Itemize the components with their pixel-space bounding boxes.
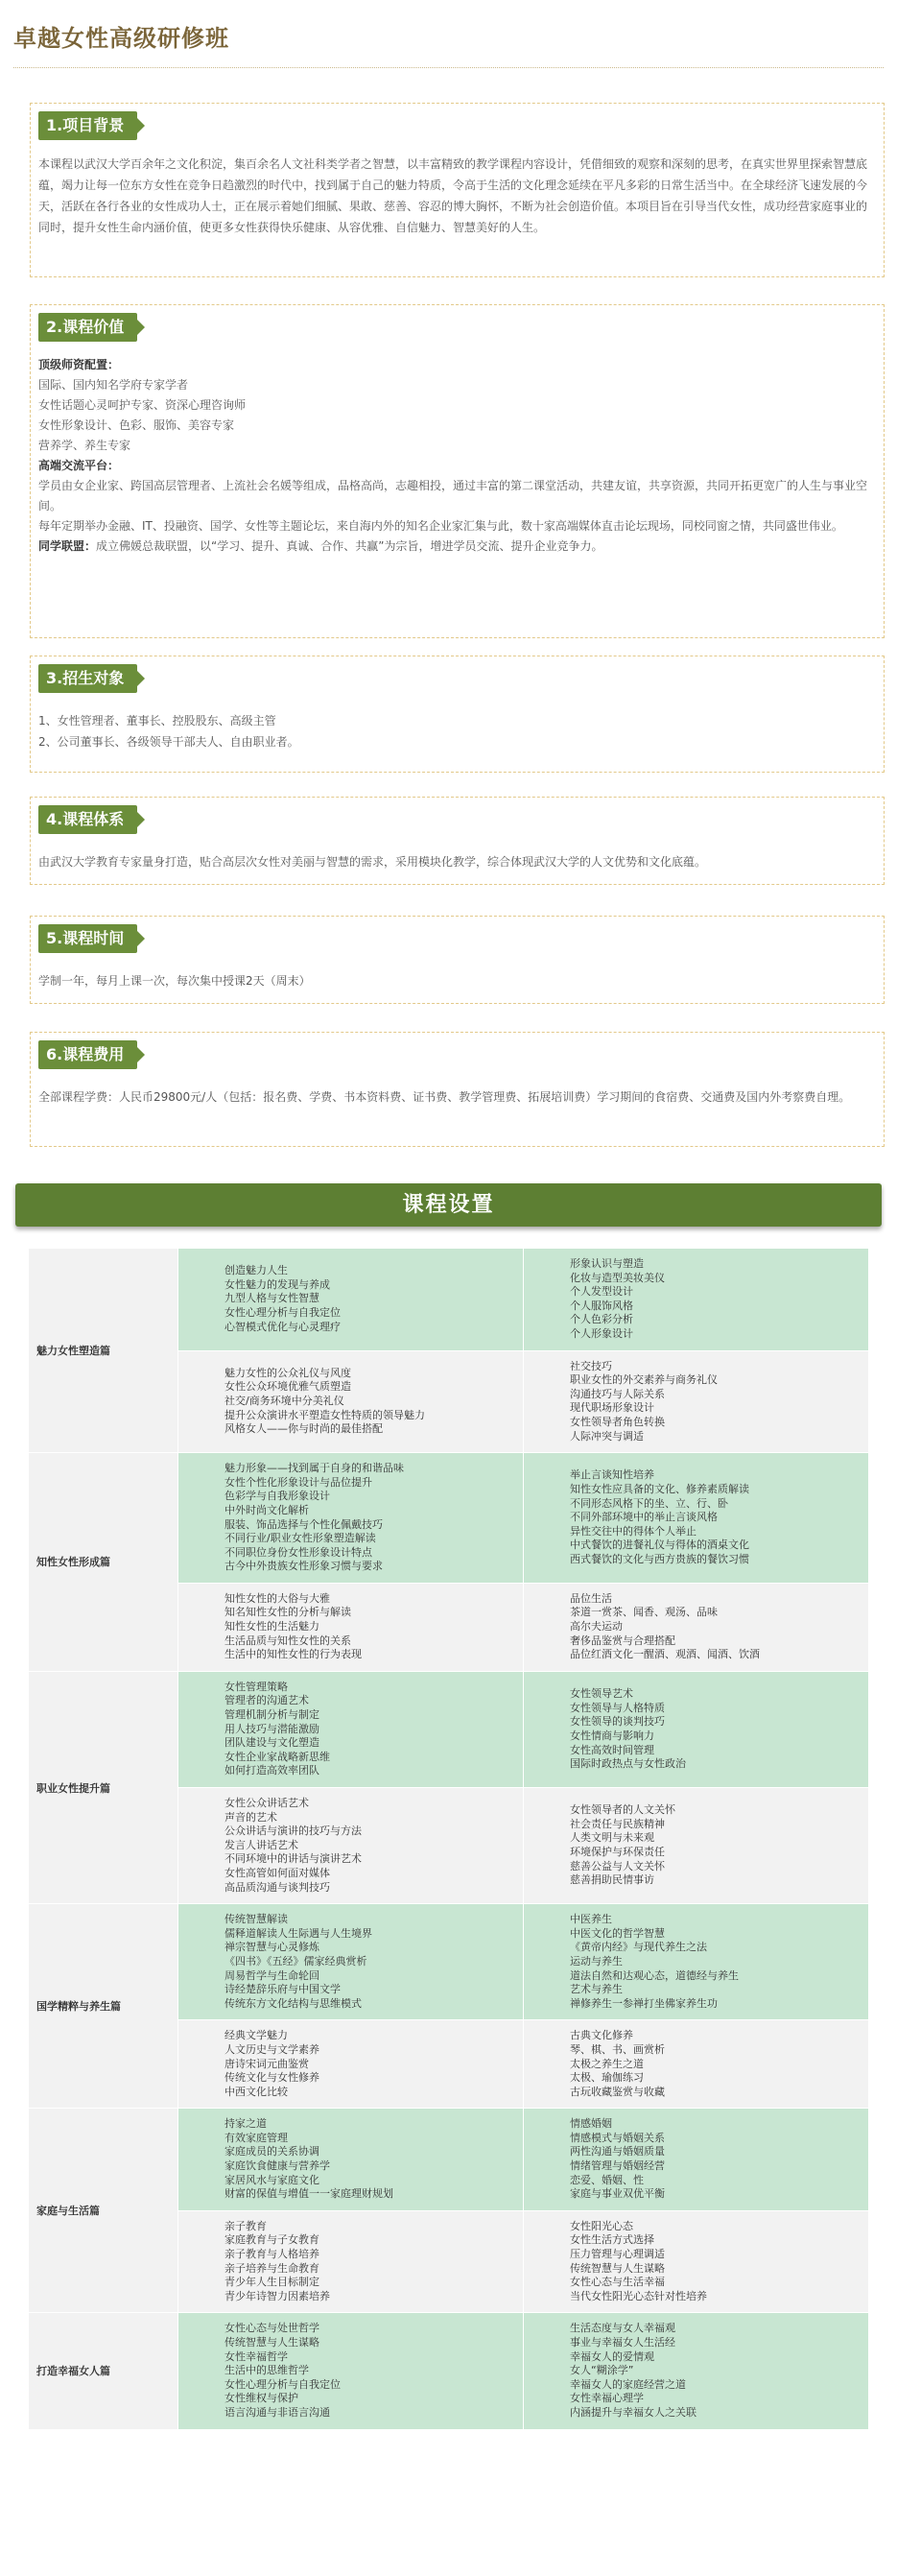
- course-item: 中西文化比较: [224, 2085, 288, 2098]
- course-row: [29, 1904, 869, 2020]
- course-cell-right: [524, 1350, 869, 1453]
- course-item: 提升公众演讲水平塑造女性特质的领导魅力: [224, 1408, 425, 1421]
- course-item: 人文历史与文学素养: [224, 2042, 319, 2056]
- value-line: [38, 537, 872, 557]
- course-item: 服装、饰品选择与个性化佩戴技巧: [224, 1517, 383, 1531]
- value-text: 成立佛媛总裁联盟，以“学习、提升、真诚、合作、共赢”为宗旨，增进学员交流、提升企业竞争力。: [96, 539, 603, 553]
- section-audience: [30, 656, 885, 773]
- system-text: 由武汉大学教育专家量身打造，贴合高层次女性对美丽与智慧的需求，采用模块化教学，综合体现武汉大学的人文优势和文化底蕴。: [38, 855, 707, 869]
- course-item: 情感模式与婚姻关系: [570, 2131, 665, 2144]
- audience-line: 2、公司董事长、各级领导干部夫人、自由职业者。: [38, 735, 299, 749]
- course-item: 青少年人生目标制定: [224, 2276, 319, 2289]
- course-category: 知性女性形成篇: [29, 1453, 178, 1672]
- course-item: 女性领导者角色转换: [570, 1415, 665, 1428]
- course-item: 家庭与事业双优平衡: [570, 2187, 665, 2201]
- course-cell-left: [178, 2210, 524, 2313]
- section-background: [30, 103, 885, 277]
- course-item: 周易哲学与生命轮回: [224, 1968, 319, 1982]
- course-cell-right: [524, 2109, 869, 2211]
- course-item: 个人发型设计: [570, 1285, 633, 1299]
- course-item: 两性沟通与婚姻质量: [570, 2145, 665, 2159]
- course-item: 西式餐饮的文化与西方贵族的餐饮习惯: [570, 1552, 749, 1565]
- course-item: 《黄帝内经》与现代养生之法: [570, 1941, 707, 1954]
- course-item: 奢侈品鉴赏与合理搭配: [570, 1634, 675, 1647]
- course-item: 传统智慧解读: [224, 1913, 288, 1926]
- value-line: [38, 476, 872, 516]
- course-item: 个人色彩分析: [570, 1313, 633, 1326]
- course-settings-heading: 课程设置: [15, 1183, 882, 1227]
- course-item: 女性管理策略: [224, 1680, 288, 1693]
- course-cell-left: [178, 1249, 524, 1351]
- value-line: [38, 456, 872, 476]
- course-item: 创造魅力人生: [224, 1264, 288, 1277]
- course-item: 管理机制分析与制定: [224, 1708, 319, 1722]
- fee-text: 全部课程学费：人民币29800元/人（包括：报名费、学费、书本资料费、证书费、教学管理费、拓展培训费）学习期间的食宿费、交通费及国内外考察费自理。: [38, 1090, 851, 1104]
- value-label: 同学联盟：: [38, 539, 97, 553]
- value-text: 国际、国内知名学府专家学者: [38, 378, 189, 392]
- course-item: 女性个性化形象设计与品位提升: [224, 1475, 372, 1489]
- course-item: 女性高效时间管理: [570, 1743, 654, 1756]
- course-item: 传统智慧与人生谋略: [570, 2261, 665, 2275]
- course-item: 幸福女人的爱情观: [570, 2349, 654, 2363]
- course-item: 现代职场形象设计: [570, 1401, 654, 1415]
- course-item: 不同环境中的讲话与演讲艺术: [224, 1852, 362, 1866]
- course-item: 风格女人——你与时尚的最佳搭配: [224, 1422, 383, 1436]
- course-item: 女性生活方式选择: [570, 2233, 654, 2247]
- section-value: [30, 304, 885, 638]
- course-item: 管理者的沟通艺术: [224, 1694, 309, 1707]
- section-heading: 6.课程费用: [38, 1040, 137, 1069]
- course-item: 职业女性的外交素养与商务礼仪: [570, 1373, 718, 1387]
- course-cell-left: [178, 1583, 524, 1671]
- course-item: 女性心理分析与自我定位: [224, 1306, 341, 1320]
- course-item: 如何打造高效率团队: [224, 1764, 319, 1777]
- course-item: 生活中的知性女性的行为表现: [224, 1648, 362, 1661]
- course-item: 运动与养生: [570, 1954, 623, 1968]
- course-item: 女性领导者的人文关怀: [570, 1803, 675, 1817]
- course-item: 社交技巧: [570, 1359, 612, 1372]
- course-item: 青少年诗智力因素培养: [224, 2289, 330, 2302]
- course-item: 内涵提升与幸福女人之关联: [570, 2405, 696, 2419]
- course-item: 压力管理与心理调适: [570, 2248, 665, 2261]
- course-item: 《四书》《五经》儒家经典赏析: [224, 1954, 367, 1968]
- course-item: 异性交往中的得体个人举止: [570, 1524, 696, 1538]
- value-line: [38, 355, 872, 375]
- course-cell-left: [178, 1671, 524, 1787]
- course-row: [29, 1671, 869, 1787]
- page-title: 卓越女性高级研修班: [13, 25, 229, 52]
- course-item: 品位生活: [570, 1591, 612, 1605]
- course-item: 用人技巧与潜能激励: [224, 1722, 319, 1735]
- course-item: 唐诗宋词元曲鉴赏: [224, 2057, 309, 2070]
- course-item: 中外时尚文化解析: [224, 1503, 309, 1516]
- audience-line: 1、女性管理者、董事长、控股股东、高级主管: [38, 714, 276, 727]
- course-row: [29, 1453, 869, 1584]
- course-table: [28, 1248, 869, 2430]
- course-item: 声音的艺术: [224, 1810, 277, 1824]
- course-item: 形象认识与塑造: [570, 1257, 644, 1270]
- section-system: [30, 797, 885, 885]
- course-item: 情感婚姻: [570, 2117, 612, 2131]
- course-item: 禅宗智慧与心灵修炼: [224, 1941, 319, 1954]
- course-item: 传统文化与女性修养: [224, 2071, 319, 2085]
- course-item: 传统智慧与人生谋略: [224, 2336, 319, 2349]
- course-item: 女性公众环境优雅气质塑造: [224, 1380, 351, 1394]
- course-item: 儒释道解读人生际遇与人生境界: [224, 1926, 372, 1940]
- course-item: 女人“糊涂学”: [570, 2364, 634, 2377]
- course-item: 人类文明与未来观: [570, 1831, 654, 1845]
- course-item: 情绪管理与婚姻经营: [570, 2159, 665, 2173]
- course-item: 举止言谈知性培养: [570, 1468, 654, 1482]
- course-item: 女性心理分析与自我定位: [224, 2377, 341, 2391]
- course-item: 语言沟通与非语言沟通: [224, 2405, 330, 2419]
- course-item: 女性领导艺术: [570, 1687, 633, 1701]
- course-item: 女性阳光心态: [570, 2219, 633, 2232]
- value-text: 女性形象设计、色彩、服饰、美容专家: [38, 418, 235, 432]
- course-item: 知名知性女性的分析与解读: [224, 1606, 351, 1619]
- course-item: 生活态度与女人幸福观: [570, 2322, 675, 2335]
- course-item: 不同职位身份女性形象设计特点: [224, 1545, 372, 1559]
- course-item: 古玩收藏鉴赏与收藏: [570, 2085, 665, 2098]
- course-item: 高品质沟通与谈判技巧: [224, 1880, 330, 1894]
- course-item: 艺术与养生: [570, 1983, 623, 1996]
- course-cell-left: [178, 1350, 524, 1453]
- course-cell-right: [524, 2210, 869, 2313]
- course-item: 女性心态与处世哲学: [224, 2322, 319, 2335]
- section-heading: 5.课程时间: [38, 924, 137, 953]
- course-item: 女性公众讲话艺术: [224, 1797, 309, 1809]
- course-item: 当代女性阳光心态针对性培养: [570, 2289, 707, 2302]
- course-item: 诗经楚辞乐府与中国文学: [224, 1983, 341, 1996]
- course-item: 知性女性应具备的文化、修养素质解读: [570, 1483, 749, 1496]
- course-item: 人际冲突与调适: [570, 1429, 644, 1443]
- course-category: 魅力女性塑造篇: [29, 1249, 178, 1453]
- section-heading: 3.招生对象: [38, 664, 137, 693]
- section-fee: [30, 1032, 885, 1147]
- course-item: 茶道一赏茶、闻香、观汤、品味: [570, 1606, 718, 1619]
- course-item: 古今中外贵族女性形象习惯与要求: [224, 1560, 383, 1573]
- course-item: 慈善捐助民情事访: [570, 1873, 654, 1887]
- course-item: 慈善公益与人文关怀: [570, 1859, 665, 1872]
- course-item: 财富的保值与增值一一家庭理财规划: [224, 2187, 393, 2201]
- course-item: 发言人讲话艺术: [224, 1838, 298, 1851]
- value-label: 顶级师资配置：: [38, 358, 120, 371]
- course-item: 家居风水与家庭文化: [224, 2173, 319, 2186]
- time-text: 学制一年，每月上课一次，每次集中授课2天（周末）: [38, 974, 311, 988]
- course-cell-right: [524, 1671, 869, 1787]
- course-item: 事业与幸福女人生活经: [570, 2336, 675, 2349]
- course-cell-right: [524, 2020, 869, 2109]
- course-item: 家庭教育与子女教育: [224, 2233, 319, 2247]
- course-item: 色彩学与自我形象设计: [224, 1490, 330, 1503]
- course-item: 女性心态与生活幸福: [570, 2276, 665, 2289]
- background-text: 本课程以武汉大学百余年之文化积淀，集百余名人文社科类学者之智慧，以丰富精致的教学课程内容设计，凭借细致的观察和深刻的思考，在真实世界里探索智慧底蕴，竭力让每一位东方女性在竞争日趋激烈的时代中，找到属于自己的魅力特质，令高于生活的文化理念延续在平凡多彩的日常生活当中。在全球经济飞速发展的今天，活跃在各行各业的女性成功人士，正在展示着她们细腻、果敢、慈善、容忍的博大胸怀，不断为社会创造价值。本项目旨在引导当代女性，成功经营家庭事业的同时，提升女性生命内涵价值，使更多女性获得快乐健康、从容优雅、自信魅力、智慧美好的人生。: [38, 157, 868, 234]
- course-item: 女性情商与影响力: [570, 1729, 654, 1742]
- course-item: 太极之养生之道: [570, 2057, 644, 2070]
- value-label: 高端交流平台：: [38, 459, 120, 472]
- course-cell-left: [178, 2313, 524, 2429]
- value-text: 学员由女企业家、跨国高层管理者、上流社会名媛等组成，品格高尚，志趣相投，通过丰富的第二课堂活动，共建友谊，共享资源，共同开拓更宽广的人生与事业空间。: [38, 479, 868, 513]
- course-item: 传统东方文化结构与思维模式: [224, 1996, 362, 2010]
- course-item: 女性企业家战略新思维: [224, 1750, 330, 1763]
- course-item: 亲子教育: [224, 2219, 267, 2232]
- course-row: [29, 2109, 869, 2211]
- value-text: 营养学、养生专家: [38, 439, 131, 452]
- course-item: 高尔夫运动: [570, 1620, 623, 1634]
- course-cell-right: [524, 1583, 869, 1671]
- course-item: 女性高管如何面对媒体: [224, 1866, 330, 1879]
- course-category: 国学精粹与养生篇: [29, 1904, 178, 2109]
- course-cell-right: [524, 1249, 869, 1351]
- course-item: 不同形态风格下的坐、立、行、卧: [570, 1496, 728, 1510]
- course-item: 知性女性的生活魅力: [224, 1620, 319, 1634]
- course-item: 魅力女性的公众礼仪与风度: [224, 1366, 351, 1379]
- course-item: 幸福女人的家庭经营之道: [570, 2377, 686, 2391]
- course-item: 生活品质与知性女性的关系: [224, 1634, 351, 1647]
- value-line: [38, 436, 872, 456]
- course-item: 亲子培养与生命教育: [224, 2261, 319, 2275]
- course-category: 家庭与生活篇: [29, 2109, 178, 2313]
- course-cell-left: [178, 1788, 524, 1904]
- title-divider: [13, 67, 884, 68]
- course-item: 九型人格与女性智慧: [224, 1292, 319, 1305]
- course-item: 女性幸福哲学: [224, 2349, 288, 2363]
- value-line: [38, 416, 872, 436]
- course-item: 个人形象设计: [570, 1326, 633, 1340]
- course-item: 家庭饮食健康与营养学: [224, 2159, 330, 2173]
- course-item: 家庭成员的关系协调: [224, 2145, 319, 2159]
- course-item: 品位红酒文化一醒酒、观酒、闻酒、饮酒: [570, 1648, 760, 1661]
- course-cell-left: [178, 2020, 524, 2109]
- course-item: 经典文学魅力: [224, 2029, 288, 2042]
- course-item: 亲子教育与人格培养: [224, 2248, 319, 2261]
- course-item: 沟通技巧与人际关系: [570, 1387, 665, 1400]
- course-item: 团队建设与文化塑造: [224, 1736, 319, 1750]
- course-cell-right: [524, 1453, 869, 1584]
- course-item: 不同外部环境中的举止言谈风格: [570, 1511, 718, 1524]
- course-item: 个人服饰风格: [570, 1299, 633, 1312]
- course-item: 中式餐饮的进餐礼仪与得体的酒桌文化: [570, 1538, 749, 1552]
- section-time: [30, 916, 885, 1004]
- course-item: 琴、棋、书、画赏析: [570, 2042, 665, 2056]
- course-item: 古典文化修养: [570, 2029, 633, 2042]
- value-text: 每年定期举办金融、IT、投融资、国学、女性等主题论坛，来自海内外的知名企业家汇集与此，数十家高端媒体直击论坛现场，同校同窗之情，共同盛世伟业。: [38, 519, 843, 533]
- course-item: 社会责任与民族精神: [570, 1817, 665, 1830]
- course-row: [29, 1249, 869, 1351]
- course-item: 持家之道: [224, 2117, 267, 2131]
- course-category: 职业女性提升篇: [29, 1671, 178, 1903]
- course-item: 女性魅力的发现与养成: [224, 1277, 330, 1291]
- section-heading: 1.项目背景: [38, 111, 137, 140]
- course-item: 禅修养生一参禅打坐佛家养生功: [570, 1996, 718, 2010]
- course-item: 女性维权与保护: [224, 2392, 298, 2405]
- course-item: 女性幸福心理学: [570, 2392, 644, 2405]
- course-row: [29, 2313, 869, 2429]
- section-heading: 4.课程体系: [38, 805, 137, 834]
- course-cell-right: [524, 1904, 869, 2020]
- course-category: 打造幸福女人篇: [29, 2313, 178, 2429]
- section-heading: 2.课程价值: [38, 313, 137, 342]
- course-item: 环境保护与环保责任: [570, 1846, 665, 1859]
- course-item: 不同行业/职业女性形象塑造解读: [224, 1532, 376, 1545]
- course-item: 心智模式优化与心灵理疗: [224, 1320, 341, 1333]
- course-cell-right: [524, 1788, 869, 1904]
- course-cell-right: [524, 2313, 869, 2429]
- course-item: 化妆与造型美妆美仪: [570, 1271, 665, 1284]
- course-item: 魅力形象——找到属于自身的和谐品味: [224, 1462, 404, 1475]
- course-item: 有效家庭管理: [224, 2131, 288, 2144]
- course-cell-left: [178, 1904, 524, 2020]
- course-item: 中医文化的哲学智慧: [570, 1926, 665, 1940]
- course-item: 国际时政热点与女性政治: [570, 1757, 686, 1771]
- course-cell-left: [178, 2109, 524, 2211]
- course-item: 女性领导的谈判技巧: [570, 1715, 665, 1729]
- value-line: [38, 395, 872, 416]
- course-item: 公众讲话与演讲的技巧与方法: [224, 1825, 362, 1838]
- course-item: 生活中的思维哲学: [224, 2364, 309, 2377]
- value-line: [38, 375, 872, 395]
- course-item: 知性女性的大俗与大雅: [224, 1591, 330, 1605]
- course-item: 道法自然和达观心态，道德经与养生: [570, 1968, 739, 1982]
- value-line: [38, 516, 872, 537]
- course-cell-left: [178, 1453, 524, 1584]
- course-item: 女性领导与人格特质: [570, 1701, 665, 1714]
- course-item: 恋爱、婚姻、性: [570, 2173, 644, 2186]
- course-item: 中医养生: [570, 1913, 612, 1926]
- course-item: 社交/商务环境中分美礼仪: [224, 1395, 344, 1408]
- course-item: 太极、瑜伽练习: [570, 2071, 644, 2085]
- value-text: 女性话题心灵呵护专家、资深心理咨询师: [38, 398, 247, 412]
